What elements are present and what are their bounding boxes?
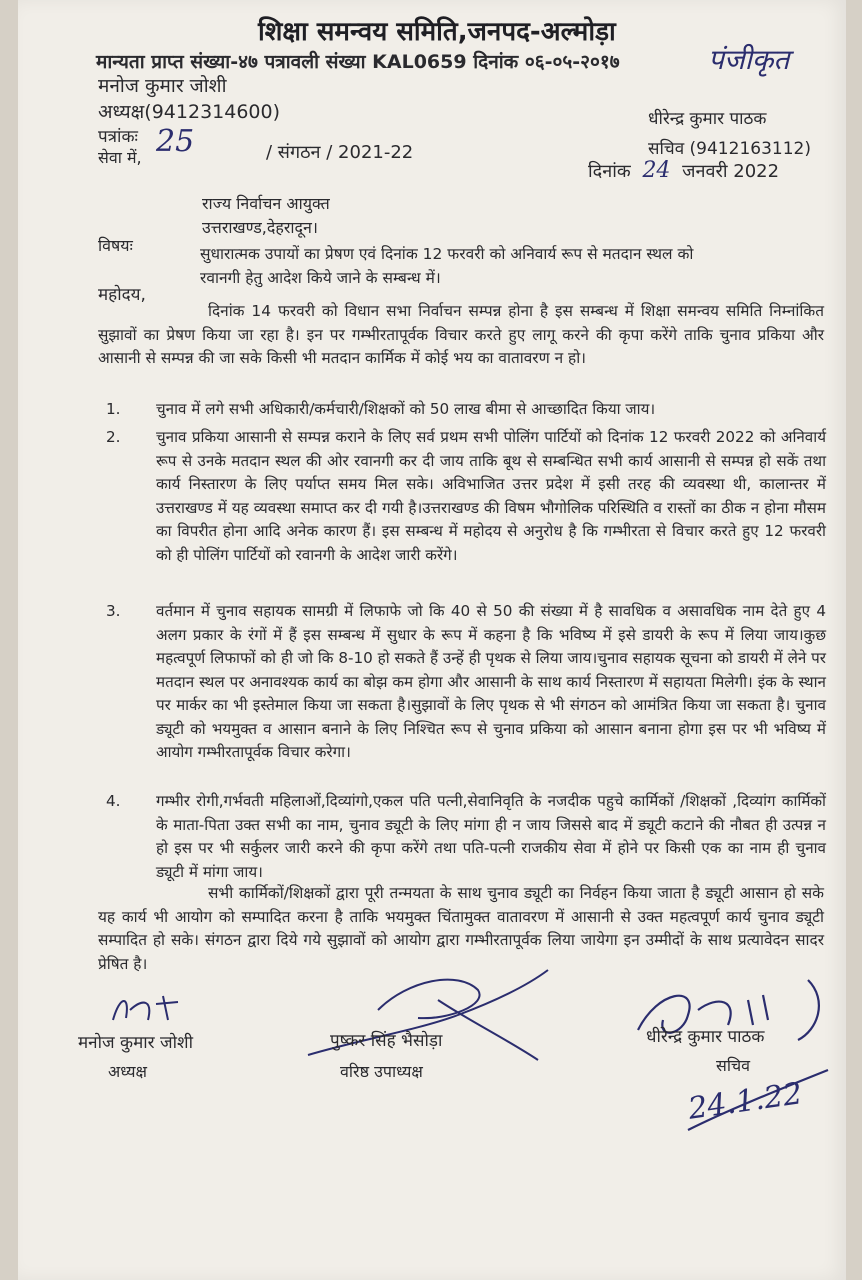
recipient-line-2: उत्तराखण्ड,देहरादून। (202, 218, 318, 237)
list-item (106, 600, 826, 765)
item-text: चुनाव में लगे सभी अधिकारी/कर्मचारी/शिक्षकों को 50 लाख बीमा से आच्छादित किया जाय। (156, 400, 656, 418)
registration-line: मान्यता प्राप्त संख्या-४७ पत्रावली संख्या KAL0659 दिनांक ०६-०५-२०१७ (96, 51, 620, 73)
signature-scribble-president (108, 990, 198, 1030)
item-number: 2. (106, 428, 121, 446)
signatory-2-title: वरिष्ठ उपाध्यक्ष (340, 1062, 423, 1081)
handwritten-registered-note: पंजीकृत (708, 43, 790, 76)
sewa-label: सेवा में, (98, 148, 142, 167)
signatory-1-name: मनोज कुमार जोशी (78, 1033, 193, 1053)
list-item (106, 398, 826, 422)
date-suffix: जनवरी 2022 (682, 161, 780, 182)
letter-page (18, 0, 846, 1280)
signature-scribble-vice-president (298, 960, 558, 1070)
handwritten-sign-date: 24.1.22 (686, 1076, 805, 1127)
list-item (106, 426, 826, 567)
sangathan-reference: / संगठन / 2021-22 (266, 142, 414, 163)
item-text: चुनाव प्रकिया आसानी से सम्पन्न कराने के लिए सर्व प्रथम सभी पोलिंग पार्टियों को दिनांक 12 फरवरी 2022 को अनिवार्य रूप से उनके मतदान स्थल की ओर रवानगी कर दी जाय ताकि बूथ से सम्बन्धित सभी कार्य आसानी से सम्पन्न हो सकें तथा कार्य निस्तारण के लिए पर्याप्त समय मिल सके। अविभाजित उत्तर प्रदेश में इसी तरह की व्यवस्था थी, कालान्तर में उत्तराखण्ड में यह व्यवस्था समाप्त कर दी गयी है।उत्तराखण्ड की विषम भौगोलिक परिस्थिति व रास्तों का ठीक न होना मौसम का विपरीत होना आदि अनेक कारण हैं। इस सम्बन्ध में महोदय से अनुरोध है कि गम्भीरता से विचार करते हुए 12 फरवरी को ही पोलिंग पार्टियों को रवानगी के आदेश जारी करेंगे। (156, 428, 826, 564)
handwritten-day: 24 (642, 158, 671, 183)
item-number: 4. (106, 792, 121, 810)
subject-line-1: सुधारात्मक उपायों का प्रेषण एवं दिनांक 12 फरवरी को अनिवार्य रूप से मतदान स्थल को (200, 245, 694, 263)
salutation: महोदय, (98, 285, 146, 305)
item-number: 3. (106, 602, 121, 620)
org-name: शिक्षा समन्वय समिति,जनपद-अल्मोड़ा (258, 17, 616, 47)
list-item (106, 790, 826, 884)
secretary-name: धीरेन्द्र कुमार पाठक (648, 109, 767, 129)
closing-paragraph: सभी कार्मिकों/शिक्षकों द्वारा पूरी तन्मयता के साथ चुनाव ड्यूटी का निर्वहन किया जाता है ड्यूटी आसान हो सके यह कार्य भी आयोग को सम्पादित करना है ताकि भयमुक्त चिंतामुक्त वातावरण में आसानी से उक्त महत्वपूर्ण कार्य चुनाव ड्यूटी सम्पादित हो सके। संगठन द्वारा दिये गये सुझावों को आयोग द्वारा गम्भीरतापूर्वक लिया जायेगा इन उम्मीदों के साथ प्रत्यावेदन सादर प्रेषित है। (98, 884, 824, 973)
secretary-title: सचिव (9412163112) (648, 139, 811, 159)
subject-label: विषयः (98, 236, 133, 255)
recipient-line-1: राज्य निर्वाचन आयुक्त (202, 194, 330, 213)
president-name: मनोज कुमार जोशी (98, 75, 227, 97)
signatory-1-title: अध्यक्ष (108, 1062, 147, 1081)
signatory-3-name: धीरेन्द्र कुमार पाठक (646, 1027, 765, 1047)
date-prefix: दिनांक (588, 161, 631, 182)
handwritten-letter-number: 25 (156, 124, 195, 159)
signatory-3-title: सचिव (716, 1056, 751, 1075)
president-title: अध्यक्ष(9412314600) (98, 101, 281, 123)
item-number: 1. (106, 400, 121, 418)
signatory-2-name: पुष्कर सिंह भैसोड़ा (330, 1031, 443, 1051)
subject-line-2: रवानगी हेतु आदेश किये जाने के सम्बन्ध में। (200, 269, 441, 287)
intro-paragraph: दिनांक 14 फरवरी को विधान सभा निर्वाचन सम्पन्न होना है इस सम्बन्ध में शिक्षा समन्वय समिति निम्नांकित सुझावों का प्रेषण किया जा रहा है। इन पर गम्भीरतापूर्वक विचार करते हुए लागू करने की कृपा करेंगे ताकि चुनाव प्रकिया और आसानी से सम्पन्न की जा सके किसी भी मतदान कार्मिक में कोई भय का वातावरण न हो। (98, 302, 824, 367)
letter-date (588, 158, 779, 183)
item-text: गम्भीर रोगी,गर्भवती महिलाओं,दिव्यांगो,एकल पति पत्नी,सेवानिवृति के नजदीक पहुचे कार्मिकों /शिक्षकों ,दिव्यांग कार्मिकों के माता-पिता उक्त सभी का नाम, चुनाव ड्यूटी के लिए मांगा ही न जाय जिससे बाद में ड्यूटी कटाने की नौबत ही उत्पन्न न हो इस पर भी सर्कुलर जारी करने की कृपा करेंगे तथा पति-पत्नी राजकीय सेवा में होने पर किसी एक का नाम ही चुनाव ड्यूटी में मांगा जाय। (156, 792, 826, 881)
item-text: वर्तमान में चुनाव सहायक सामग्री में लिफाफे जो कि 40 से 50 की संख्या में है सावधिक व असावधिक नाम देते हुए 4 अलग प्रकार के रंगों में हैं इस सम्बन्ध में सुधार के रूप में कहना है कि भविष्य में इसे डायरी के रूप में लिया जाय।कुछ महत्वपूर्ण लिफाफों को ही जो कि 8-10 हो सकते हैं उन्हें ही पृथक से लिया जाय।चुनाव सहायक सूचना को डायरी में लेने पर मतदान स्थल पर अनावश्यक कार्य का बोझ कम होगा और आसानी के साथ कार्य निस्तारण में सहायता मिलेगी। इंक के स्थान पर मार्कर का भी इस्तेमाल किया जा सकता है।सुझावों के लिए पृथक से भी संगठन को आमंत्रित किया जा सकता है। चुनाव ड्यूटी को भयमुक्त व आसान बनाने के लिए निश्चित रूप से चुनाव प्रकिया को आसान बनाना होगा इस पर भी भविष्य में आयोग गम्भीरतापूर्वक विचार करेगा। (156, 602, 826, 761)
patrank-label: पत्रांकः (98, 127, 138, 147)
